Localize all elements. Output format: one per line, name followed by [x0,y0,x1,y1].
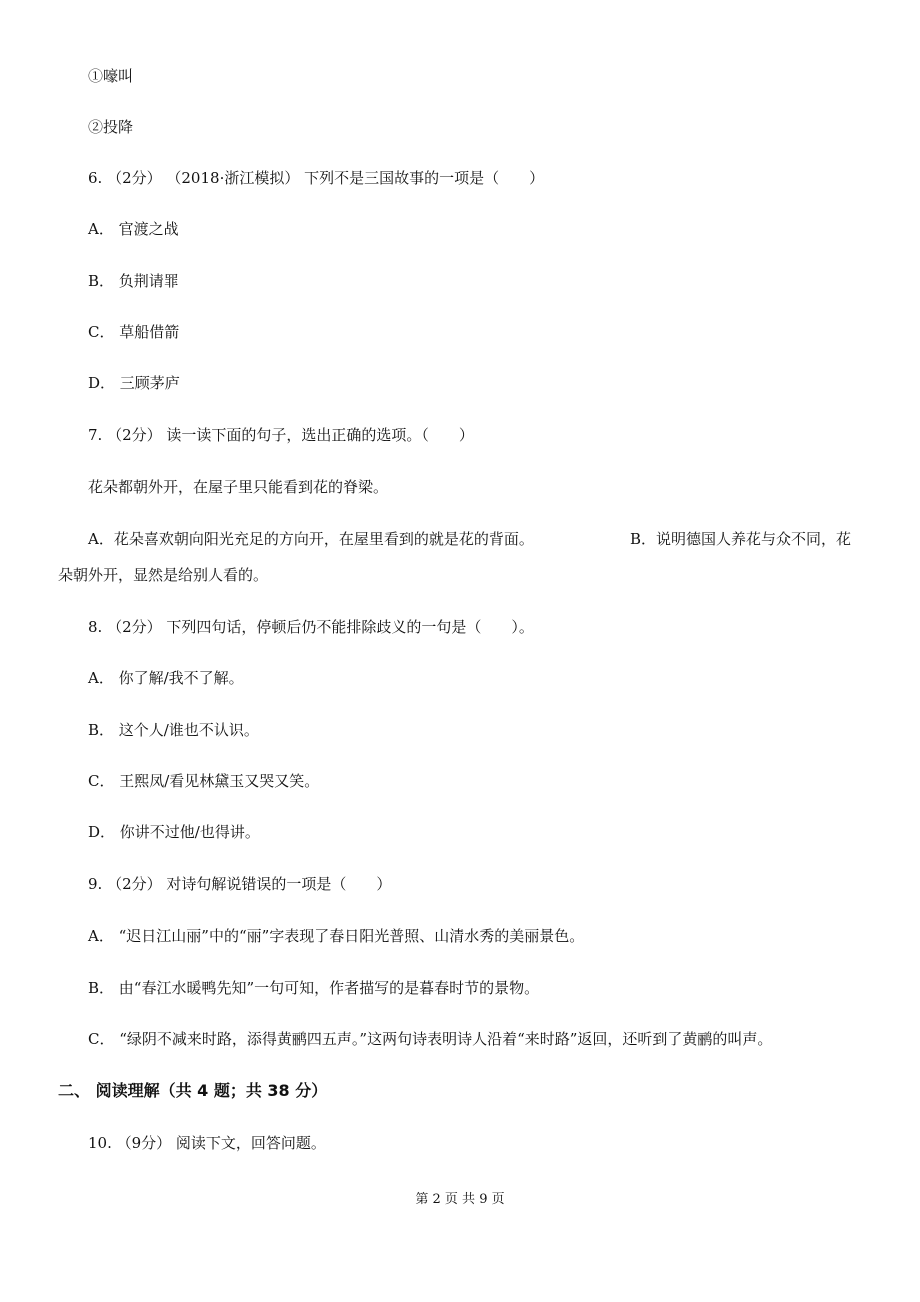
page-number-footer: 第 2 页 共 9 页 [415,1192,505,1207]
question-6-stem: 6. （2分） （2018·浙江模拟） 下列不是三国故事的一项是（ ） [88,169,545,187]
question-6-option-a: A． 官渡之战 [88,220,179,238]
question-7-stem: 7. （2分） 读一读下面的句子，选出正确的选项。（ ） [88,426,474,444]
question-6-option-d: D． 三顾茅庐 [88,374,180,392]
question-8-option-c: C． 王熙凤/看见林黛玉又哭又笑。 [88,772,320,790]
question-7-option-a: A．花朵喜欢朝向阳光充足的方向开，在屋里看到的就是花的背面。 [88,530,534,548]
question-8-stem: 8. （2分） 下列四句话，停顿后仍不能排除歧义的一句是（ ）。 [88,618,534,636]
question-8-option-d: D． 你讲不过他/也得讲。 [88,823,260,841]
answer-item-2: ②投降 [88,118,134,136]
question-7-option-b: B．说明德国人养花与众不同，花 [630,530,852,548]
question-6-option-b: B． 负荆请罪 [88,272,179,290]
question-9-option-c: C． “绿阴不减来时路，添得黄鹂四五声。”这两句诗表明诗人沿着“来时路”返回，还听到了黄鹂的叫声。 [88,1030,773,1048]
question-9-option-b: B． 由“春江水暖鸭先知”一句可知，作者描写的是暮春时节的景物。 [88,979,540,997]
question-10-stem: 10. （9分） 阅读下文，回答问题。 [88,1134,326,1152]
section-heading: 二、 阅读理解（共 4 题；共 38 分） [58,1081,328,1100]
question-6-option-c: C． 草船借箭 [88,323,180,341]
question-7-sentence: 花朵都朝外开，在屋子里只能看到花的脊梁。 [88,478,389,496]
question-8-option-b: B． 这个人/谁也不认识。 [88,721,259,739]
question-9-stem: 9. （2分） 对诗句解说错误的一项是（ ） [88,875,392,893]
question-9-option-a: A． “迟日江山丽”中的“丽”字表现了春日阳光普照、山清水秀的美丽景色。 [88,927,585,945]
question-7-option-b-continued: 朵朝外开，显然是给别人看的。 [58,566,269,584]
question-8-option-a: A． 你了解/我不了解。 [88,669,244,687]
answer-item-1: ①嚎叫 [88,67,134,85]
